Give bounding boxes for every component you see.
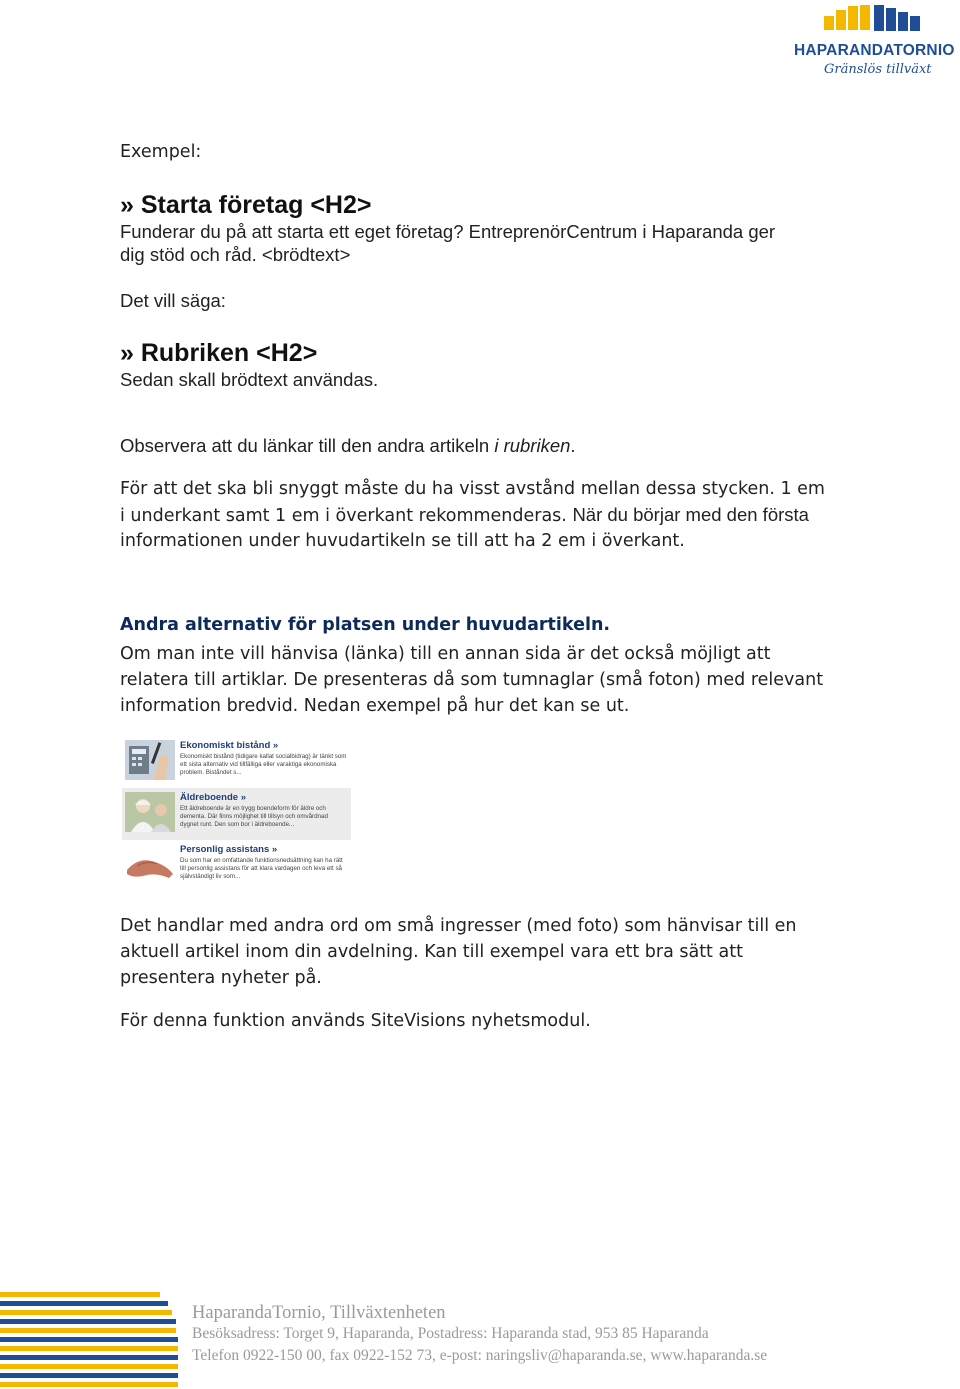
logo-brand-part1: HAPARANDA — [794, 42, 894, 59]
footer-org: HaparandaTornio, Tillväxtenheten — [192, 1303, 446, 1323]
footer-contact: Telefon 0922-150 00, fax 0922-152 73, e-post: naringsliv@haparanda.se, www.haparanda.se — [192, 1347, 768, 1364]
alternative-line-2: relatera till artiklar. De presenteras då som tumnaglar (små foton) med relevant — [120, 670, 824, 690]
summary-line-3: presentera nyheter på. — [120, 968, 322, 988]
summary-line-2: aktuell artikel inom din avdelning. Kan till exempel vara ett bra sätt att — [120, 942, 743, 962]
observe-paragraph — [120, 434, 576, 457]
module-item-desc: Du som har en omfattande funktionsnedsättning kan ha rätt till personlig assistans för att klara vardagen och leva ett så självständigt liv som... — [180, 857, 343, 880]
summary-line-1: Det handlar med andra ord om små ingresser (med foto) som hänvisar till en — [120, 916, 797, 936]
module-item-desc: Ekonomiskt bistånd (tidigare kallat socialbidrag) är tänkt som ett sista alternativ vid tillfälliga eller varaktiga ekonomiska problem. Biståndet s... — [180, 753, 347, 776]
spacing-line-2b: När du börjar med den första — [572, 504, 809, 525]
hands-photo-icon — [125, 844, 175, 884]
calculator-photo-icon — [125, 740, 175, 780]
observe-end: . — [570, 435, 576, 456]
alternative-heading: Andra alternativ för platsen under huvudartikeln. — [120, 615, 611, 635]
module-item-desc: Ett äldreboende är en trygg boendeform för äldre och dementa. Där finns möjlighet till tillsyn och omvårdnad dygnet runt. Den som bor i äldreboende... — [180, 805, 328, 828]
example-body-line-2: dig stöd och råd. <brödtext> — [120, 244, 351, 265]
module-item-economic-aid[interactable] — [122, 736, 351, 788]
spacing-line-2a: i underkant samt 1 em i överkant rekommenderas. — [120, 506, 573, 526]
module-item-title: Ekonomiskt bistånd » — [180, 740, 279, 751]
logo-tagline: Gränslös tillväxt — [824, 62, 932, 77]
module-item-title: Personlig assistans » — [180, 844, 278, 855]
spacing-line-2 — [120, 502, 809, 529]
haparandatornio-logo — [790, 4, 960, 84]
news-module-example — [122, 736, 351, 892]
function-line: För denna funktion används SiteVisions nyhetsmodul. — [120, 1011, 591, 1031]
alternative-line-1: Om man inte vill hänvisa (länka) till en annan sida är det också möjligt att — [120, 644, 771, 664]
alternative-line-3: information bredvid. Nedan exempel på hur det kan se ut. — [120, 696, 630, 716]
logo-brand-part2: TORNIO — [893, 42, 955, 59]
module-item-personal-assistance[interactable] — [122, 840, 351, 892]
spacing-line-1: För att det ska bli snyggt måste du ha visst avstånd mellan dessa stycken. 1 em — [120, 479, 825, 499]
module-item-title: Äldreboende » — [180, 792, 246, 803]
footer-address: Besöksadress: Torget 9, Haparanda, Postadress: Haparanda stad, 953 85 Haparanda — [192, 1325, 709, 1342]
spacing-line-3: informationen under huvudartikeln se till att ha 2 em i överkant. — [120, 531, 685, 551]
observe-text: Observera att du länkar till den andra artikeln — [120, 435, 495, 456]
example-heading-2: » Rubriken <H2> — [120, 339, 318, 367]
means-label: Det vill säga: — [120, 290, 226, 311]
example-body-line-1: Funderar du på att starta ett eget företag? EntreprenörCentrum i Haparanda ger — [120, 221, 776, 242]
observe-emphasis: i rubriken — [494, 435, 571, 456]
module-item-elderly-care[interactable] — [122, 788, 351, 840]
example-heading-1: » Starta företag <H2> — [120, 191, 372, 219]
elderly-people-photo-icon — [125, 792, 175, 832]
logo-blocks-icon — [790, 4, 960, 44]
example-body-2: Sedan skall brödtext användas. — [120, 369, 379, 390]
logo-wordmark — [794, 42, 955, 60]
footer-stripes-icon — [0, 1292, 180, 1389]
example-label: Exempel: — [120, 142, 202, 162]
